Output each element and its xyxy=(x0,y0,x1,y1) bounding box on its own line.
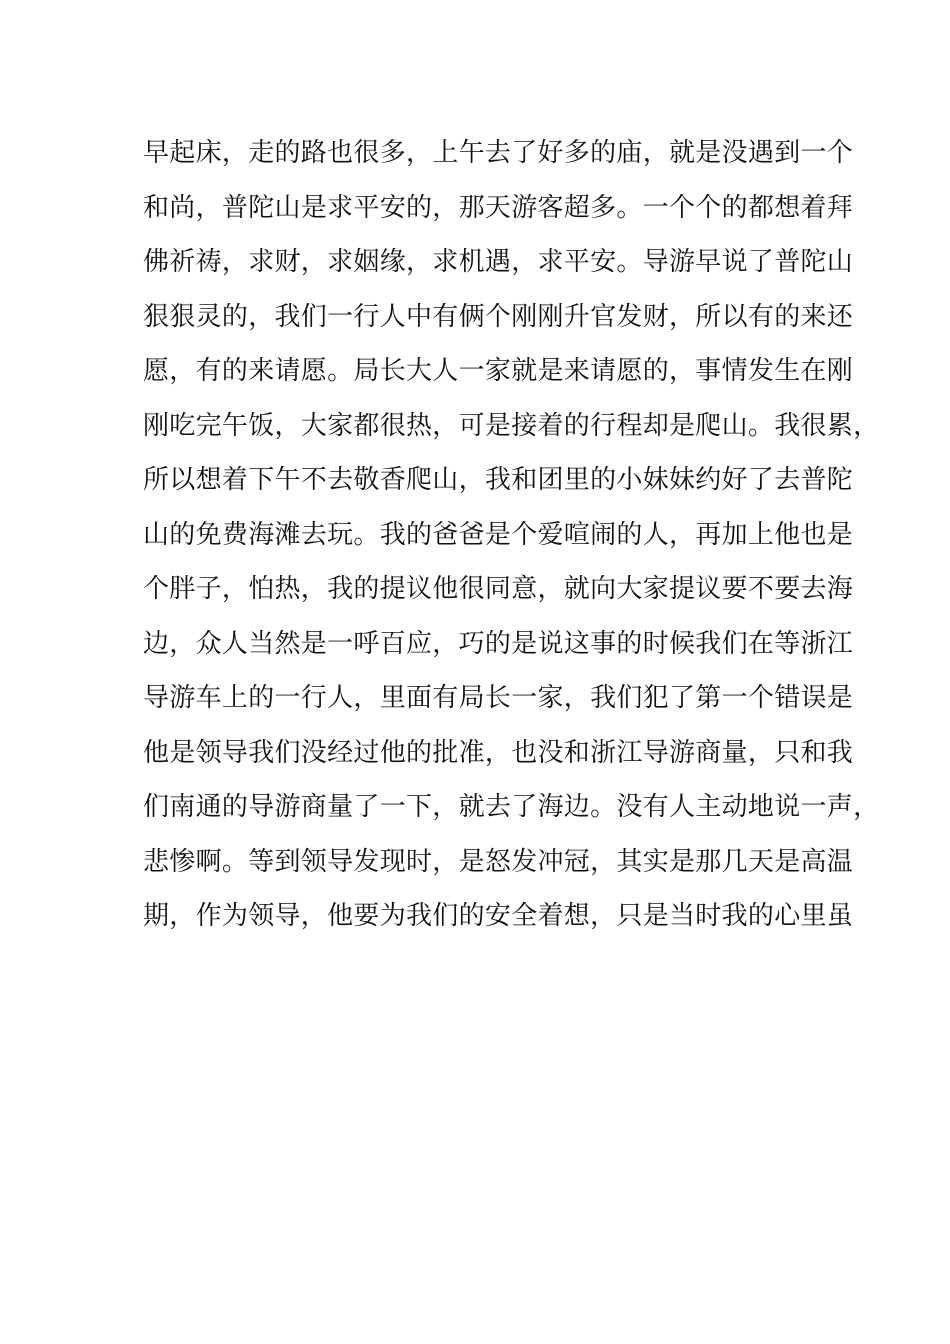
body-text xyxy=(143,131,880,949)
text-line: 期，作为领导，他要为我们的安全着想，只是当时我的心里虽 xyxy=(143,901,854,931)
text-line: 边，众人当然是一呼百应，巧的是说这事的时候我们在等浙江 xyxy=(143,628,854,659)
text-line: 个胖子，怕热，我的提议他很同意，就向大家提议要不要去海 xyxy=(143,574,854,604)
text-line: 他是领导我们没经过他的批准，也没和浙江导游商量，只和我 xyxy=(143,737,854,768)
text-line: 山的免费海滩去玩。我的爸爸是个爱喧闹的人，再加上他也是 xyxy=(143,519,854,550)
text-line: 佛祈祷，求财，求姻缘，求机遇，求平安。导游早说了普陀山 xyxy=(143,247,854,277)
text-line: 愿，有的来请愿。局长大人一家就是来请愿的，事情发生在刚 xyxy=(143,356,854,386)
text-line: 所以想着下午不去敬香爬山，我和团里的小妹妹约好了去普陀 xyxy=(143,465,854,495)
text-line: 狠狠灵的，我们一行人中有俩个刚刚升官发财，所以有的来还 xyxy=(143,301,854,332)
text-line: 早起床，走的路也很多，上午去了好多的庙，就是没遇到一个 xyxy=(143,138,854,168)
text-line: 刚吃完午饭，大家都很热，可是接着的行程却是爬山。我很累， xyxy=(143,410,880,441)
text-line: 们南通的导游商量了一下，就去了海边。没有人主动地说一声， xyxy=(143,792,880,822)
text-line: 悲惨啊。等到领导发现时，是怒发冲冠，其实是那几天是高温 xyxy=(143,846,854,877)
text-line: 和尚，普陀山是求平安的，那天游客超多。一个个的都想着拜 xyxy=(143,192,854,223)
text-line: 导游车上的一行人，里面有局长一家，我们犯了第一个错误是 xyxy=(143,683,854,713)
